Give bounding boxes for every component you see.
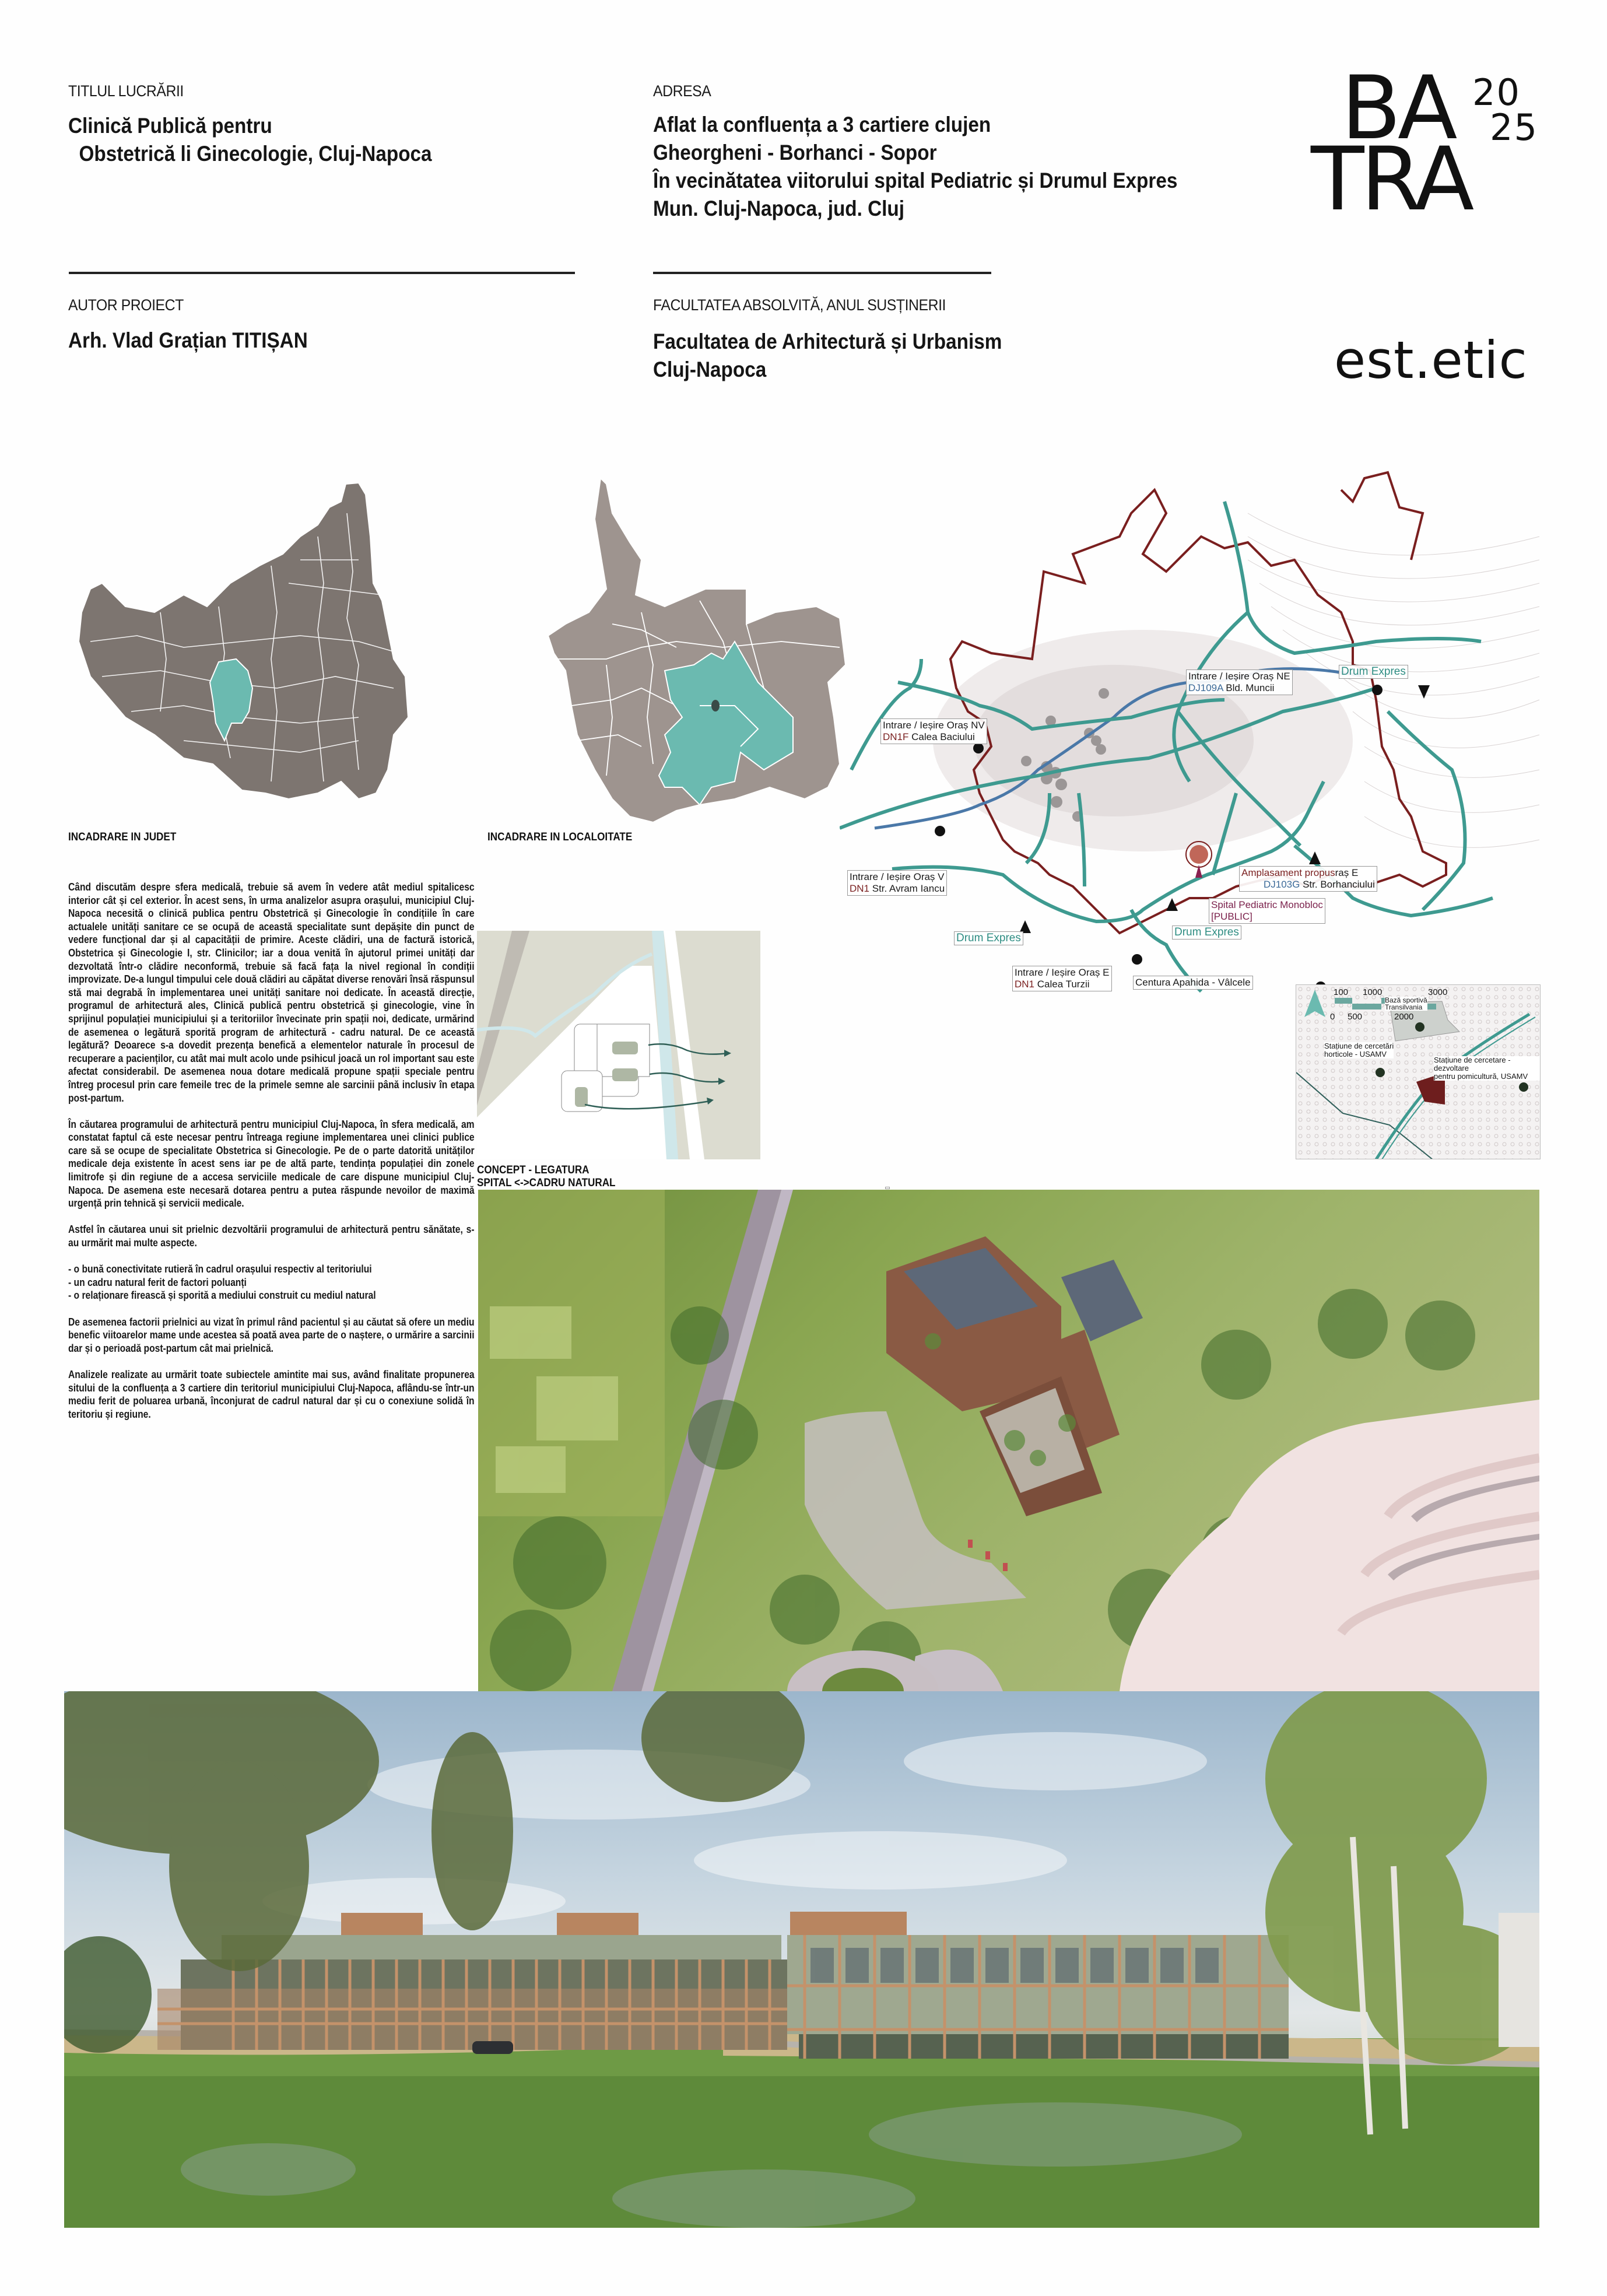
criteria-item-3: - o relaționare firească și sporită a mediului construit cu mediul natural [68,1289,376,1302]
logo-ba: BA [1341,58,1454,159]
pomiculture-line-1: Stațiune de cercetare - dezvoltare [1434,1056,1511,1072]
concept-caption-line-2: SPITAL <->CADRU NATURAL [477,1177,616,1189]
map-label-drum-expres-sw: Drum Expres [954,931,1023,945]
car [472,2041,513,2054]
concept-diagram-graphic [477,931,760,1159]
label-pomiculture [1434,1056,1540,1081]
map-label-nv [885,1187,890,1189]
city-road-map [840,467,1551,1026]
entry-ne-title: Intrare / Ieșire Oraș NE [1188,671,1290,682]
description-paragraph-2: În căutarea programului de arhitectură pentru municipiul Cluj-Napoca, în sfera medicală, am constatat faptul că este necesar pentru întreaga regiune implementarea unei clinici publice care să se ocupe de specialitate Obstetrica si Ginecologie. Pe de o parte datorită unităților medicale deja existente în acest sens iar pe de altă parte, tendința populației din zonele limitrofe și din regiune de a accesa serviciile medicale de care dispune municipiul Cluj-Napoca. De asemena este necesară dotarea pentru a putea răspunde nevoilor de maximă urgență prin tehnică și servicii medicale. [68,1118,475,1210]
concept-caption-line-1: CONCEPT - LEGATURA [477,1164,590,1176]
address-line-1: Aflat la confluența a 3 cartiere clujen [653,113,991,136]
pediatric-line-1: Spital Pediatric Monobloc [1211,899,1323,910]
concept-diagram [477,931,760,1159]
entry-nv-road-code: DN1F [883,731,909,742]
scale-2000: 2000 [1394,1012,1414,1022]
locality-map [490,472,863,822]
scale-1000: 1000 [1363,987,1383,997]
city-map-graphic [840,467,1551,1026]
map-label-entry-e [1012,966,1112,991]
pediatric-line-2: [PUBLIC] [1211,911,1252,922]
batra-logo [1311,58,1574,236]
scale-0: 0 [1330,1012,1335,1022]
address-line-2: Gheorgheni - Borhanci - Sopor [653,141,937,164]
map-label-entry-nv [880,718,987,744]
entry-ne-road-name: Bld. Muncii [1223,682,1275,693]
description-paragraph-5: Analizele realizate au urmărit toate subiectele amintite mai sus, având finalitate propunerea sitului de la confluența a 3 cartiere din teritoriul municipiului Cluj-Napoca, aflându-se într-un mediu ferit de poluarea urbană, înconjurat de cadrul natural dar și cu o conexiune solidă în teritoriu și regiune. [68,1368,475,1420]
pomiculture-line-2: pentru pomicultură, USAMV [1434,1072,1528,1081]
title-label: TITLUL LUCRĂRII [68,82,184,100]
criteria-item-2: - un cadru natural ferit de factori poluanți [68,1276,247,1288]
entry-e-road-name: Calea Turzii [1034,979,1090,990]
label-horticulture [1324,1042,1394,1058]
sport-base-line-2: Transilvania [1385,1003,1423,1011]
estetic-logo: est.etic [1334,330,1528,390]
entry-v-road-name: Str. Avram Iancu [869,883,945,894]
divider-right [653,272,991,274]
faculty-line-1: Facultatea de Arhitectură și Urbanism [653,329,1002,353]
map-label-entry-v [847,870,947,896]
entry-v-title: Intrare / Ieșire Oraș V [850,871,945,882]
scale-100: 100 [1334,987,1349,997]
address-line-4: Mun. Cluj-Napoca, jud. Cluj [653,197,905,220]
divider-left [69,272,575,274]
entry-v-road-code: DN1 [850,883,870,894]
horticulture-line-1: Stațiune de cercetări [1324,1042,1394,1050]
faculty-label: FACULTATEA ABSOLVITĂ, ANUL SUSȚINERII [653,296,946,314]
faculty-line-2: Cluj-Napoca [653,357,767,381]
entry-nv-title: Intrare / Ieșire Oraș NV [883,720,985,731]
project-description [68,881,475,1434]
project-title-line-1: Clinică Publică pentru [68,114,272,138]
aerial-render [478,1190,1539,1691]
entry-nv-road-name: Calea Baciului [908,731,975,742]
borhanci-road-name: Str. Borhanciului [1300,879,1375,890]
criteria-item-1: - o bună conectivitate rutieră în cadrul orașului respectiv al teritoriului [68,1263,372,1275]
locality-map-caption: INCADRARE IN LOCALOITATE [487,831,633,843]
project-title-line-2: Obstetrică li Ginecologie, Cluj-Napoca [68,142,432,166]
sport-base-line-1: Bază sportivă [1385,996,1427,1004]
scale-3000: 3000 [1428,987,1448,997]
map-label-amplasament [1239,866,1377,892]
logo-tra: TRA [1311,129,1471,230]
county-map-caption: INCADRARE IN JUDET [68,831,177,843]
author-label: AUTOR PROIECT [68,296,184,314]
scale-500: 500 [1348,1012,1363,1022]
entry-e-road-code: DN1 [1015,979,1035,990]
borhanci-road-code: DJ103G [1264,879,1300,890]
map-label-entry-ne [1186,669,1293,695]
entry-e-title: Intrare / Ieșire Oraș E [1015,967,1110,978]
horticulture-line-2: horticole - USAMV [1324,1050,1387,1058]
address-line-3: În vecinătatea viitorului spital Pediatric și Drumul Expres [653,169,1178,192]
address-label: ADRESA [653,82,711,100]
site-marker-dot [711,700,720,711]
description-paragraph-4: De asemenea factorii prielnici au vizat în primul rând pacientul și au căutat să ofere un mediu benefic viitoarelor mame unde acestea să poată avea parte de o naștere, o urmărire a sarcinii dar și o perioadă post-partum cât mai prielnică. [68,1316,475,1354]
map-label-centura: Centura Apahida - Vâlcele [1133,976,1253,990]
amplasament-overflow: raș E [1335,867,1359,878]
label-sport-base [1385,997,1427,1011]
map-label-drum-expres-ne: Drum Expres [1339,665,1408,679]
entry-ne-road-code: DJ109A [1188,682,1223,693]
facade-render-graphic [64,1691,1539,2228]
map-label-drum-expres-s: Drum Expres [1172,926,1241,940]
author-name: Arh. Vlad Grațian TITIȘAN [68,328,308,352]
description-paragraph-1: Când discutăm despre sfera medicală, trebuie să avem în vedere atât mediul spitalicesc interior cât și cel exterior. În acest sens, în urma analizelor asupra orașului, municipiul Cluj-Napoca necesită o clinică publica pentru Obstetrică și Ginecologie în condițiile în care actualele unități sanitare ce se ocupă de această specialitate sunt depășite din punct de vedere funcțional dar și al capacității de primire. Aceste clădiri, una de factură istorică, Obstetrica și Ginecologie I, str. Clinicilor; iar a doua venită în ajutorul primei unități dar dezvoltată într-o clădire neconformă, trebuie să facă fața la nivel regional în condiții improvizate. De-a lungul timpului cele două clădiri au căpătat diverse renovări însă răspunsul stă mai degrabă în implementarea unei unități sanitare noi dedicate. În această direcție, programul de arhitectură ales, Clinică publică pentru obstetrică și ginecologie, vine în sprijinul populației municipiului și a teritoriilor învecinate prin spații noi, dedicate, urmărind de asemenea o legătură sporită program de arhitectură - cadru natural. De ce această legătură? Deoarece s-a dovedit prezența benefică a elementelor naturale în procesul de recuperare a pacienților, cu atât mai mult acolo unde psihicul joacă un rol important sau este afectat considerabil. De asemenea noua dotare medicală propune spații speciale pentru întreg procesul prin care femeile trec de la primele semne ale sarcinii până inclusiv în etapa post-partum. [68,881,475,1104]
site-inset-map [1296,984,1541,1159]
facade-render [64,1691,1539,2228]
locality-map-shape [490,472,863,822]
aerial-render-graphic [478,1190,1539,1691]
amplasament-label: Amplasament propus [1241,867,1335,878]
county-map [67,467,440,816]
county-map-shape [67,467,440,816]
site-marker [1190,845,1208,864]
description-paragraph-3: Astfel în căutarea unui sit prielnic dezvoltării programului de arhitectură pentru sănătate, s-au urmărit mai multe aspecte. [68,1224,475,1249]
logo-year-top: 20 [1472,71,1521,114]
logo-year-bottom: 25 [1490,106,1538,149]
map-label-pediatric [1209,898,1325,924]
